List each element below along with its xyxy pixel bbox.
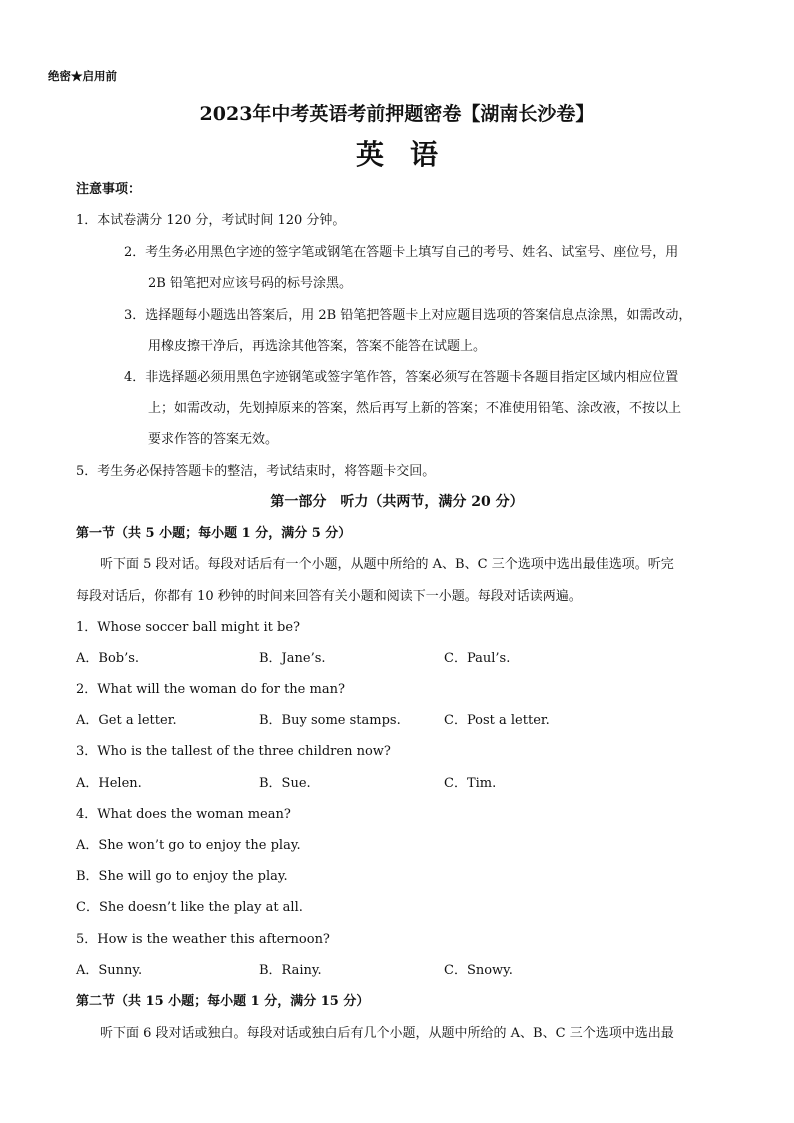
note-item-4-line-1: 4．非选择题必须用黑色字迹钢笔或签字笔作答，答案必须写在答题卡各题目指定区域内相应位置: [124, 370, 679, 385]
note-item-3-line-1: 3．选择题每小题选出答案后，用 2B 铅笔把答题卡上对应题目选项的答案信息点涂黑，如需改动，: [124, 308, 692, 323]
section1-instructions-line-2: 每段对话后，你都有 10 秒钟的时间来回答有关小题和阅读下一小题。每段对话读两遍。: [76, 589, 582, 604]
section1-instructions-line-1: 听下面 5 段对话。每段对话后有一个小题，从题中所给的 A、B、C 三个选项中选出最佳选项。听完: [100, 557, 674, 572]
question-1-option-c: C．Paul’s.: [444, 651, 511, 666]
question-4-option-a: A．She won’t go to enjoy the play.: [76, 838, 301, 853]
question-2: 2．What will the woman do for the man?: [76, 682, 345, 697]
question-3-option-c: C．Tim.: [444, 776, 497, 791]
note-item-2-line-2: 2B 铅笔把对应该号码的标号涂黑。: [148, 276, 352, 291]
part1-title: 第一部分 听力（共两节，满分 20 分）: [270, 494, 524, 510]
question-3: 3．Who is the tallest of the three children now?: [76, 744, 391, 759]
note-item-3-line-2: 用橡皮擦干净后，再选涂其他答案，答案不能答在试题上。: [148, 339, 487, 354]
note-item-4-line-3: 要求作答的答案无效。: [148, 432, 279, 447]
section2-heading: 第二节（共 15 小题；每小题 1 分，满分 15 分）: [76, 994, 370, 1009]
question-4-option-c: C．She doesn’t like the play at all.: [76, 900, 303, 915]
exam-title: 2023年中考英语考前押题密卷【湖南长沙卷】: [199, 103, 595, 125]
note-item-5: 5．考生务必保持答题卡的整洁，考试结束时，将答题卡交回。: [76, 464, 436, 479]
section1-heading: 第一节（共 5 小题；每小题 1 分，满分 5 分）: [76, 526, 352, 541]
question-1-option-a: A．Bob’s.: [76, 651, 140, 666]
question-5-option-a: A．Sunny.: [76, 963, 143, 978]
note-item-2-line-1: 2．考生务必用黑色字迹的签字笔或钢笔在答题卡上填写自己的考号、姓名、试室号、座位号，用: [124, 245, 679, 260]
note-item-1: 1．本试卷满分 120 分，考试时间 120 分钟。: [76, 213, 346, 228]
question-2-option-c: C．Post a letter.: [444, 713, 550, 728]
question-4: 4．What does the woman mean?: [76, 807, 291, 822]
section2-instructions-line-1: 听下面 6 段对话或独白。每段对话或独白后有几个小题，从题中所给的 A、B、C 三个选项中选出最: [100, 1026, 674, 1041]
question-1-option-b: B．Jane’s.: [259, 651, 326, 666]
question-5: 5．How is the weather this afternoon?: [76, 932, 330, 947]
note-item-4-line-2: 上；如需改动，先划掉原来的答案，然后再写上新的答案；不准使用铅笔、涂改液，不按以上: [148, 401, 682, 416]
question-2-option-a: A．Get a letter.: [76, 713, 177, 728]
question-5-option-c: C．Snowy.: [444, 963, 513, 978]
question-3-option-b: B．Sue.: [259, 776, 311, 791]
subject-title: 英语: [355, 138, 464, 171]
notes-heading: 注意事项：: [76, 182, 142, 197]
question-3-option-a: A．Helen.: [76, 776, 142, 791]
question-4-option-b: B．She will go to enjoy the play.: [76, 869, 288, 884]
question-5-option-b: B．Rainy.: [259, 963, 322, 978]
question-2-option-b: B．Buy some stamps.: [259, 713, 401, 728]
question-1: 1．Whose soccer ball might it be?: [76, 620, 300, 635]
confidential-mark: 绝密★启用前: [48, 69, 117, 83]
